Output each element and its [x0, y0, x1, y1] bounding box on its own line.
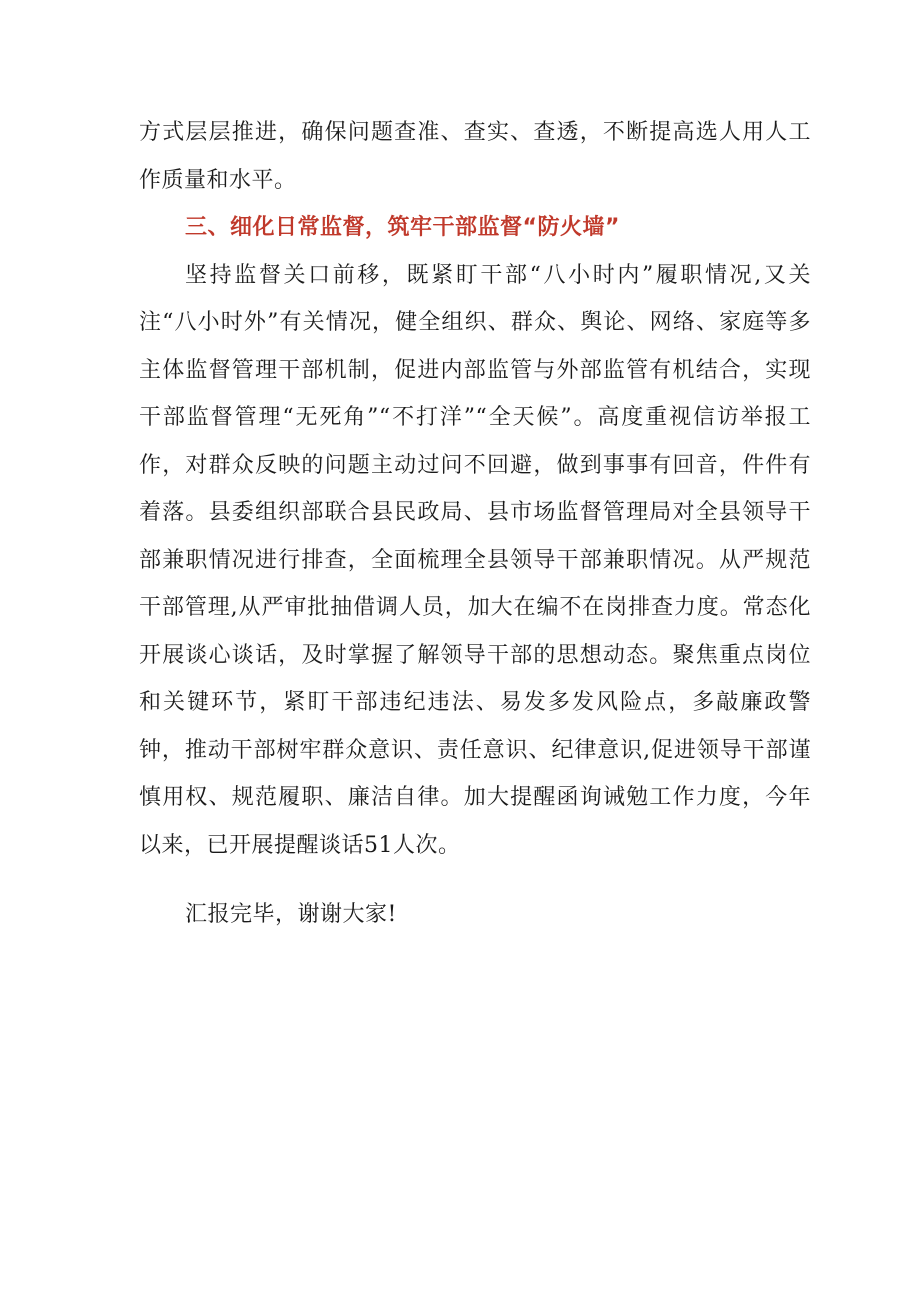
- document-body: [139, 109, 811, 939]
- section-heading: 三、细化日常监督，筑牢干部监督“防火墙”: [185, 215, 620, 240]
- paragraph-supervision: 坚持监督关口前移，既紧盯干部“八小时内”履职情况,又关注“八小时外”有关情况，健全组织、群众、舆论、网络、家庭等多主体监督管理干部机制，促进内部监管与外部监管有机结合，实现干部监督管理“无死角”“不打洋”“全天候”。高度重视信访举报工作，对群众反映的问题主动过问不回避，做到事事有回音，件件有着落。县委组织部联合县民政局、县市场监督管理局对全县领导干部兼职情况进行排查，全面梳理全县领导干部兼职情况。从严规范干部管理,从严审批抽借调人员，加大在编不在岗排查力度。常态化开展谈心谈话，及时掌握了解领导干部的思想动态。聚焦重点岗位和关键环节，紧盯干部违纪违法、易发多发风险点，多敲廉政警钟，推动干部树牢群众意识、责任意识、纪律意识,促进领导干部谨慎用权、规范履职、廉洁自律。加大提醒函询诫勉工作力度，今年以来，已开展提醒谈话51人次。: [139, 262, 811, 858]
- closing-remark: 汇报完毕，谢谢大家!: [185, 902, 397, 927]
- paragraph-continuation: 方式层层推进，确保问题查准、查实、查透，不断提高选人用人工作质量和水平。: [139, 120, 811, 193]
